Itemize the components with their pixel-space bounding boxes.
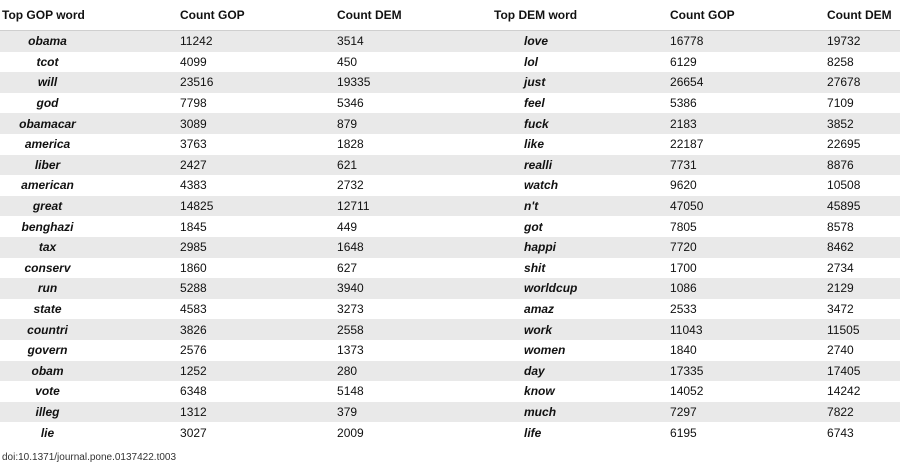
gop-word-cell xyxy=(0,113,180,134)
gop-count-gop-cell: 4099 xyxy=(180,52,337,73)
dem-count-dem-cell: 8578 xyxy=(827,216,900,237)
gop-word-cell xyxy=(0,381,180,402)
header-top-gop-word: Top GOP word xyxy=(0,0,180,31)
table-row xyxy=(0,113,900,134)
gop-count-dem-cell: 879 xyxy=(337,113,494,134)
dem-word-cell: lol xyxy=(494,52,670,73)
gop-word-cell xyxy=(0,278,180,299)
dem-word-cell: got xyxy=(494,216,670,237)
gop-count-gop-cell: 11242 xyxy=(180,31,337,52)
gop-word-cell xyxy=(0,72,180,93)
dem-count-gop-cell: 6129 xyxy=(670,52,827,73)
dem-count-gop-cell: 7720 xyxy=(670,237,827,258)
dem-word-cell: women xyxy=(494,340,670,361)
dem-count-dem-cell: 2129 xyxy=(827,278,900,299)
gop-word-cell xyxy=(0,31,180,52)
table-row xyxy=(0,299,900,320)
gop-count-gop-cell: 5288 xyxy=(180,278,337,299)
gop-word-text: illeg xyxy=(35,404,60,419)
dem-count-dem-cell: 6743 xyxy=(827,422,900,443)
table-row xyxy=(0,52,900,73)
gop-count-dem-cell: 2558 xyxy=(337,319,494,340)
dem-word-cell: n't xyxy=(494,196,670,217)
gop-word-text: lie xyxy=(40,425,55,440)
header-top-dem-word: Top DEM word xyxy=(494,0,670,31)
gop-count-dem-cell: 2732 xyxy=(337,175,494,196)
dem-word-cell: fuck xyxy=(494,113,670,134)
dem-word-cell: know xyxy=(494,381,670,402)
gop-count-dem-cell: 1648 xyxy=(337,237,494,258)
dem-count-dem-cell: 2740 xyxy=(827,340,900,361)
header-count-gop-2: Count GOP xyxy=(670,0,827,31)
dem-word-cell: amaz xyxy=(494,299,670,320)
table-row xyxy=(0,340,900,361)
dem-count-dem-cell: 3852 xyxy=(827,113,900,134)
gop-count-dem-cell: 12711 xyxy=(337,196,494,217)
dem-word-cell: much xyxy=(494,402,670,423)
dem-word-cell: just xyxy=(494,72,670,93)
gop-count-gop-cell: 6348 xyxy=(180,381,337,402)
table-row xyxy=(0,155,900,176)
dem-count-gop-cell: 1086 xyxy=(670,278,827,299)
gop-word-text: america xyxy=(24,137,71,152)
table-row xyxy=(0,216,900,237)
gop-word-text: benghazi xyxy=(21,219,74,234)
table-row xyxy=(0,361,900,382)
gop-word-text: vote xyxy=(35,384,60,399)
gop-word-text: obam xyxy=(31,363,64,378)
gop-count-dem-cell: 1828 xyxy=(337,134,494,155)
table-row xyxy=(0,93,900,114)
gop-count-gop-cell: 1312 xyxy=(180,402,337,423)
dem-count-dem-cell: 8876 xyxy=(827,155,900,176)
gop-count-dem-cell: 3940 xyxy=(337,278,494,299)
table-body xyxy=(0,31,900,443)
gop-word-cell xyxy=(0,299,180,320)
gop-word-cell xyxy=(0,196,180,217)
gop-word-cell xyxy=(0,93,180,114)
dem-count-dem-cell: 7109 xyxy=(827,93,900,114)
gop-word-text: god xyxy=(36,96,59,111)
gop-count-gop-cell: 3826 xyxy=(180,319,337,340)
gop-count-gop-cell: 7798 xyxy=(180,93,337,114)
dem-count-dem-cell: 45895 xyxy=(827,196,900,217)
dem-count-dem-cell: 10508 xyxy=(827,175,900,196)
header-count-dem-1: Count DEM xyxy=(337,0,494,31)
dem-count-gop-cell: 16778 xyxy=(670,31,827,52)
gop-count-gop-cell: 2427 xyxy=(180,155,337,176)
dem-count-gop-cell: 1700 xyxy=(670,258,827,279)
gop-word-cell xyxy=(0,134,180,155)
doi-caption: doi:10.1371/journal.pone.0137422.t003 xyxy=(2,452,177,463)
gop-word-text: govern xyxy=(27,343,68,358)
gop-word-cell xyxy=(0,237,180,258)
dem-count-gop-cell: 7805 xyxy=(670,216,827,237)
dem-count-dem-cell: 22695 xyxy=(827,134,900,155)
gop-count-gop-cell: 3027 xyxy=(180,422,337,443)
table-row xyxy=(0,134,900,155)
gop-word-cell xyxy=(0,216,180,237)
gop-count-gop-cell: 1845 xyxy=(180,216,337,237)
dem-count-dem-cell: 27678 xyxy=(827,72,900,93)
gop-word-text: run xyxy=(37,281,58,296)
dem-count-dem-cell: 7822 xyxy=(827,402,900,423)
gop-count-dem-cell: 379 xyxy=(337,402,494,423)
gop-count-dem-cell: 19335 xyxy=(337,72,494,93)
dem-word-cell: like xyxy=(494,134,670,155)
gop-word-text: obamacar xyxy=(19,116,76,131)
dem-count-gop-cell: 1840 xyxy=(670,340,827,361)
gop-count-dem-cell: 2009 xyxy=(337,422,494,443)
gop-count-gop-cell: 3763 xyxy=(180,134,337,155)
gop-count-dem-cell: 5346 xyxy=(337,93,494,114)
gop-count-dem-cell: 3273 xyxy=(337,299,494,320)
table-row xyxy=(0,237,900,258)
table-row xyxy=(0,381,900,402)
gop-word-cell xyxy=(0,175,180,196)
dem-word-cell: worldcup xyxy=(494,278,670,299)
dem-count-gop-cell: 14052 xyxy=(670,381,827,402)
gop-count-dem-cell: 5148 xyxy=(337,381,494,402)
header-count-dem-2: Count DEM xyxy=(827,0,900,31)
table-header-row xyxy=(0,0,900,31)
gop-count-gop-cell: 1860 xyxy=(180,258,337,279)
dem-count-gop-cell: 6195 xyxy=(670,422,827,443)
dem-count-gop-cell: 7297 xyxy=(670,402,827,423)
gop-count-dem-cell: 449 xyxy=(337,216,494,237)
gop-count-gop-cell: 23516 xyxy=(180,72,337,93)
dem-word-cell: feel xyxy=(494,93,670,114)
dem-count-gop-cell: 17335 xyxy=(670,361,827,382)
dem-word-cell: life xyxy=(494,422,670,443)
dem-word-cell: day xyxy=(494,361,670,382)
gop-count-dem-cell: 280 xyxy=(337,361,494,382)
header-count-gop-1: Count GOP xyxy=(180,0,337,31)
gop-word-text: obama xyxy=(28,34,67,49)
table-row xyxy=(0,31,900,52)
dem-word-cell: work xyxy=(494,319,670,340)
gop-word-text: tcot xyxy=(36,54,59,69)
dem-word-cell: realli xyxy=(494,155,670,176)
gop-count-gop-cell: 2985 xyxy=(180,237,337,258)
dem-count-gop-cell: 22187 xyxy=(670,134,827,155)
table-row xyxy=(0,402,900,423)
dem-word-cell: watch xyxy=(494,175,670,196)
dem-count-gop-cell: 7731 xyxy=(670,155,827,176)
dem-count-gop-cell: 26654 xyxy=(670,72,827,93)
dem-count-gop-cell: 2183 xyxy=(670,113,827,134)
dem-count-dem-cell: 17405 xyxy=(827,361,900,382)
gop-count-dem-cell: 450 xyxy=(337,52,494,73)
gop-word-cell xyxy=(0,422,180,443)
dem-word-cell: love xyxy=(494,31,670,52)
gop-word-text: tax xyxy=(38,240,57,255)
gop-word-text: liber xyxy=(34,157,61,172)
gop-count-gop-cell: 2576 xyxy=(180,340,337,361)
dem-count-gop-cell: 5386 xyxy=(670,93,827,114)
gop-word-text: american xyxy=(21,178,74,193)
gop-word-text: great xyxy=(32,199,63,214)
dem-count-gop-cell: 2533 xyxy=(670,299,827,320)
gop-count-gop-cell: 4383 xyxy=(180,175,337,196)
gop-word-cell xyxy=(0,319,180,340)
gop-count-dem-cell: 621 xyxy=(337,155,494,176)
dem-count-dem-cell: 14242 xyxy=(827,381,900,402)
dem-count-dem-cell: 8258 xyxy=(827,52,900,73)
dem-count-gop-cell: 9620 xyxy=(670,175,827,196)
dem-word-cell: happi xyxy=(494,237,670,258)
dem-count-dem-cell: 8462 xyxy=(827,237,900,258)
gop-count-gop-cell: 3089 xyxy=(180,113,337,134)
gop-word-cell xyxy=(0,258,180,279)
gop-word-cell xyxy=(0,402,180,423)
gop-word-cell xyxy=(0,52,180,73)
gop-word-cell xyxy=(0,340,180,361)
dem-count-dem-cell: 3472 xyxy=(827,299,900,320)
gop-word-text: will xyxy=(37,75,58,90)
gop-count-dem-cell: 1373 xyxy=(337,340,494,361)
table-row xyxy=(0,319,900,340)
gop-word-cell xyxy=(0,155,180,176)
dem-word-cell: shit xyxy=(494,258,670,279)
gop-count-gop-cell: 14825 xyxy=(180,196,337,217)
dem-count-dem-cell: 2734 xyxy=(827,258,900,279)
gop-word-cell xyxy=(0,361,180,382)
gop-count-dem-cell: 3514 xyxy=(337,31,494,52)
table-row xyxy=(0,258,900,279)
dem-count-dem-cell: 19732 xyxy=(827,31,900,52)
table-row xyxy=(0,72,900,93)
gop-word-text: countri xyxy=(27,322,68,337)
dem-count-gop-cell: 11043 xyxy=(670,319,827,340)
table-row xyxy=(0,278,900,299)
gop-word-text: conserv xyxy=(24,260,71,275)
gop-word-text: state xyxy=(33,302,62,317)
gop-count-gop-cell: 1252 xyxy=(180,361,337,382)
gop-count-gop-cell: 4583 xyxy=(180,299,337,320)
table-row xyxy=(0,175,900,196)
table-row xyxy=(0,422,900,443)
dem-count-gop-cell: 47050 xyxy=(670,196,827,217)
dem-count-dem-cell: 11505 xyxy=(827,319,900,340)
gop-count-dem-cell: 627 xyxy=(337,258,494,279)
table-row xyxy=(0,196,900,217)
